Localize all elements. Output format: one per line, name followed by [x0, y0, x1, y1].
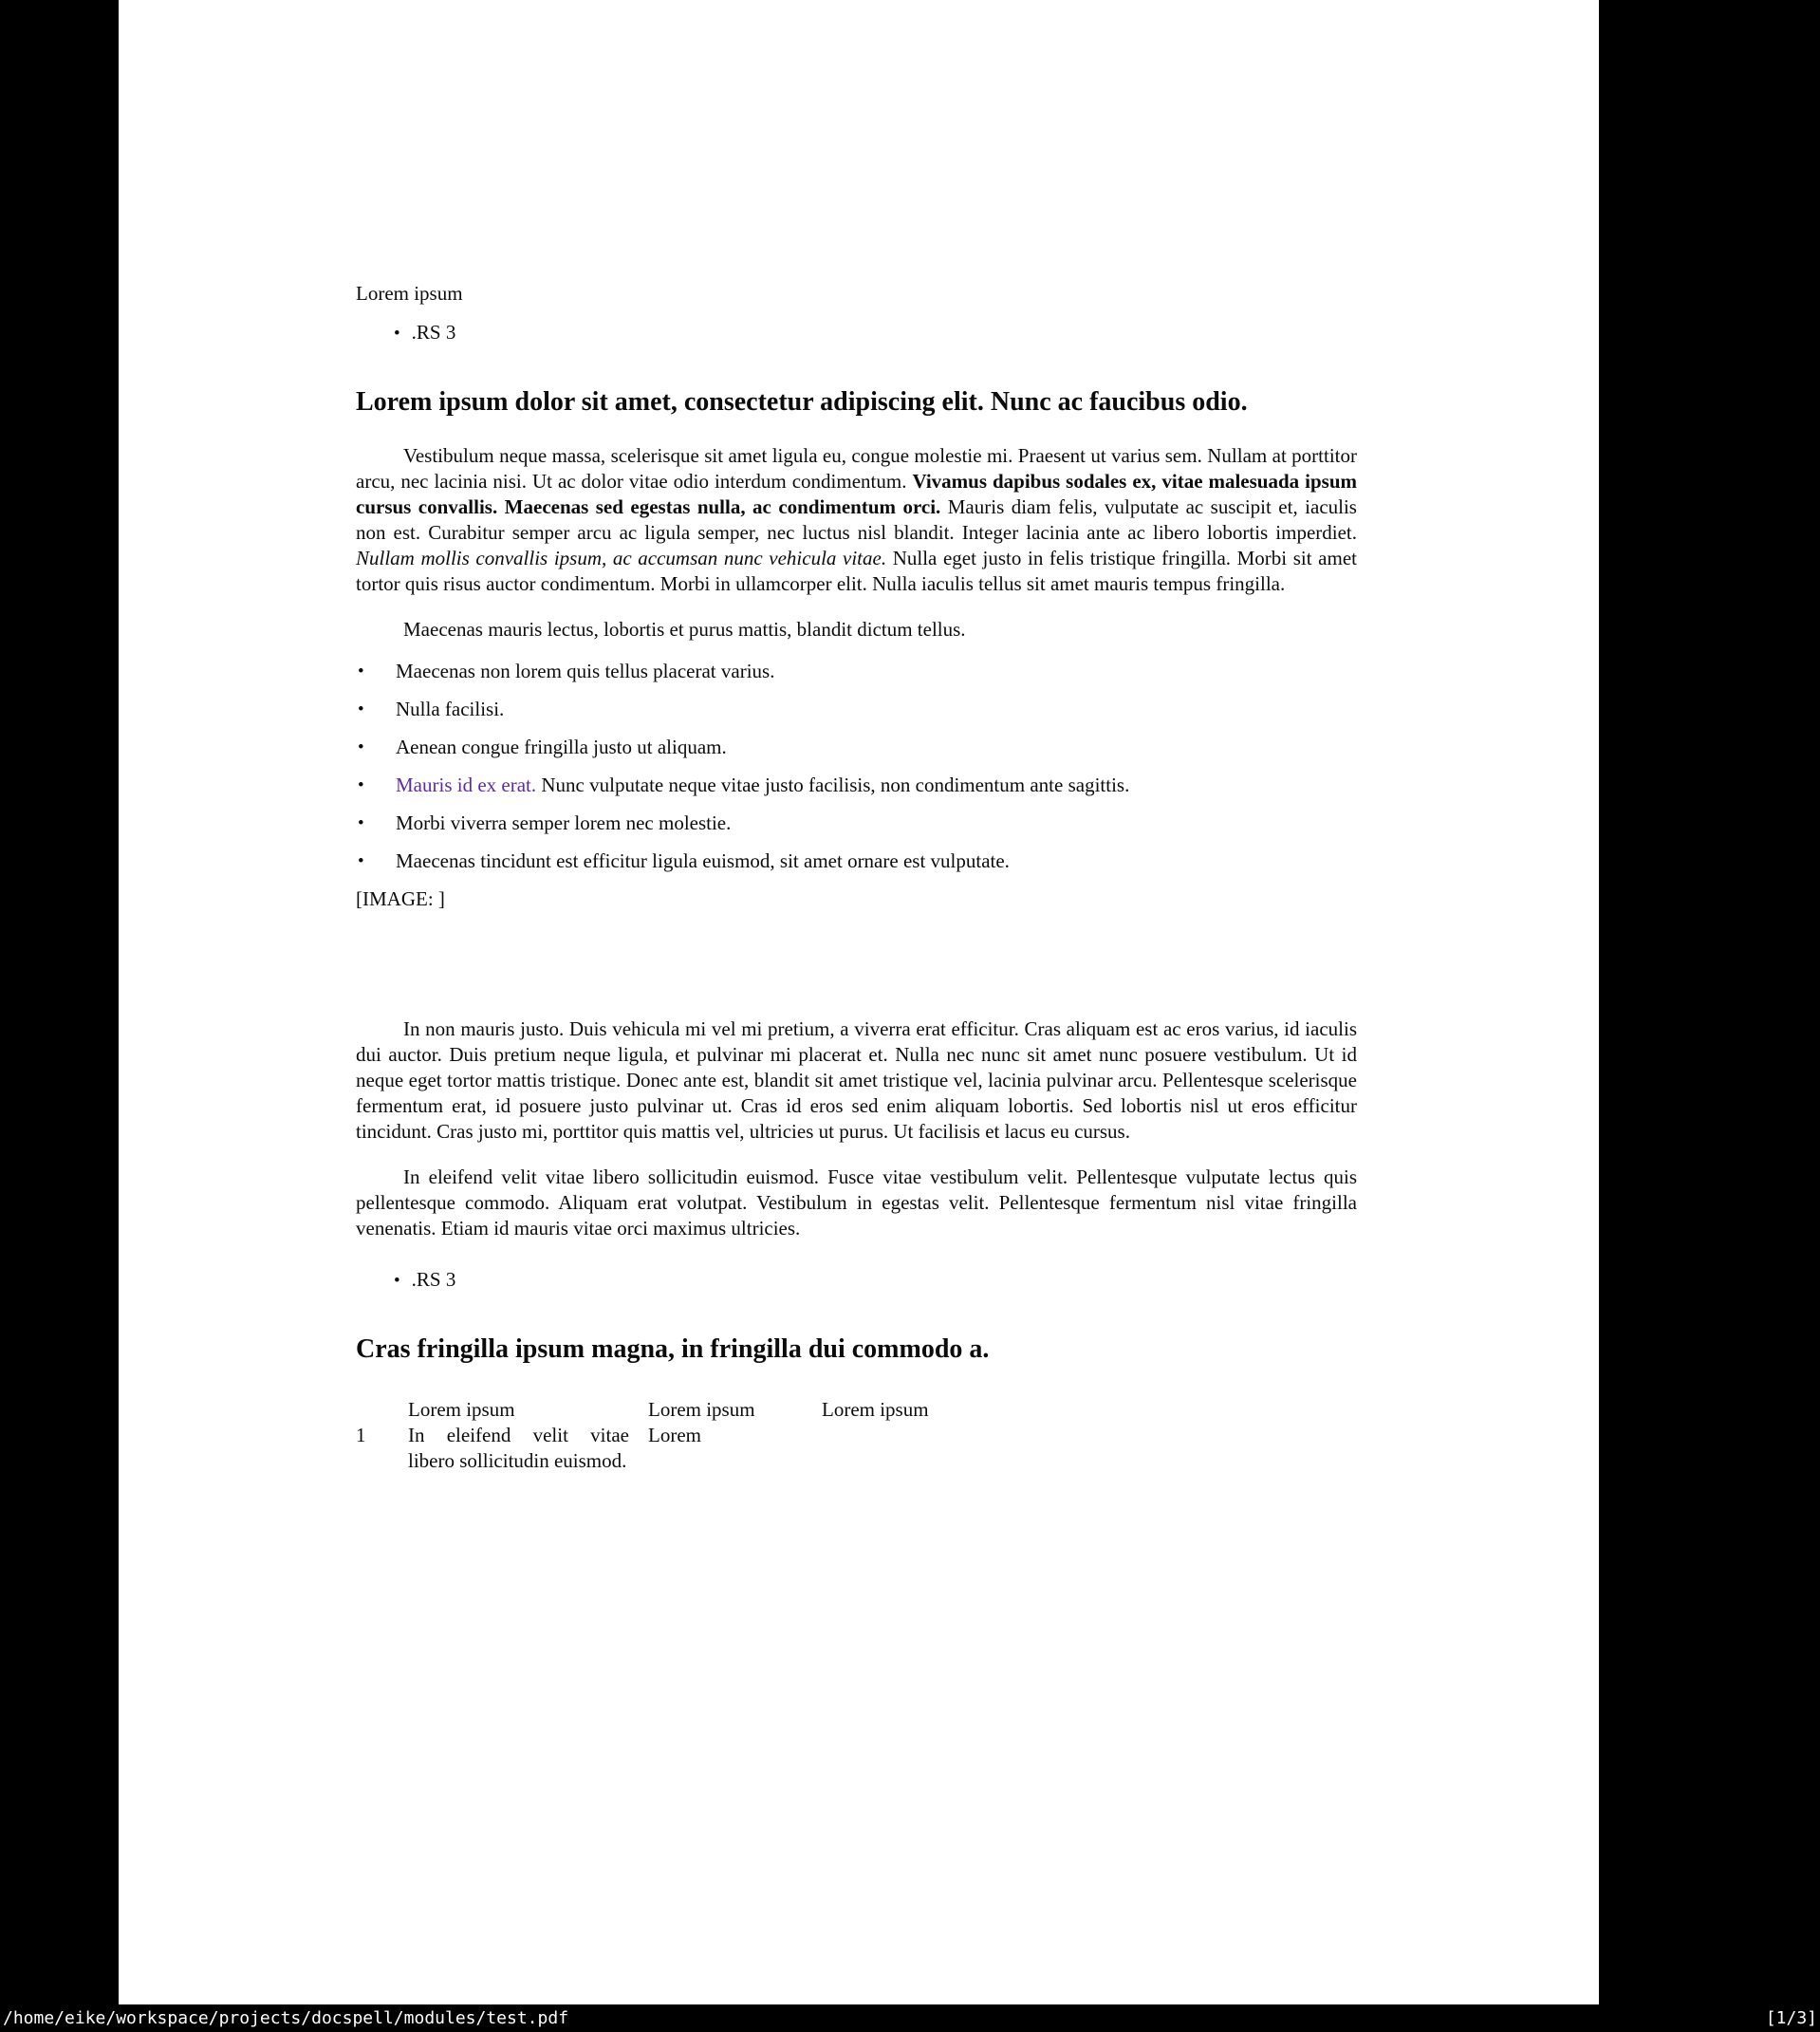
text-run: Maecenas tincidunt est efficitur ligula euismod, sit amet ornare est vulputate.: [396, 849, 1010, 872]
paragraph-1: [356, 443, 1357, 597]
table-cell: In eleifend velit vitae libero sollicitudin euismod.: [408, 1424, 629, 1472]
text-run: Vestibulum neque massa, scelerisque sit amet ligula eu, congue molestie mi. Praesent ut varius sem. Nullam at porttitor arcu, nec lacinia nisi. Ut ac dolor vitae odio interdum condimentum.: [356, 444, 1357, 493]
statusbar: [0, 2004, 1820, 2032]
image-placeholder-area: [356, 912, 1357, 1016]
table-header-cell: Lorem ipsum: [822, 1398, 929, 1421]
text-run: Mauris diam felis, vulputate ac suscipit et, iaculis non est. Curabitur semper arcu ac ligula semper, nec luctus nisl blandit. Integer lacinia ante ac libero lobortis imperdiet.: [356, 495, 1357, 544]
page-content: [356, 0, 1357, 1474]
pdf-page: [119, 0, 1599, 2004]
text-run: Vivamus dapibus sodales ex, vitae malesuada ipsum cursus convallis. Maecenas sed egestas nulla, ac condimentum orci.: [356, 470, 1357, 518]
image-placeholder-label: [IMAGE: ]: [356, 887, 445, 910]
list-item: [356, 735, 1357, 760]
rs-directive-item-1: [394, 320, 1357, 346]
section-heading-1: Lorem ipsum dolor sit amet, consectetur adipiscing elit. Nunc ac faucibus odio.: [356, 387, 1248, 417]
text-run: Maecenas non lorem quis tellus placerat varius.: [396, 660, 775, 682]
table-cell: Lorem: [648, 1424, 701, 1446]
paragraph-4: In eleifend velit vitae libero sollicitudin euismod. Fusce vitae vestibulum velit. Pellentesque vulputate lectus quis pellentesque commodo. Aliquam erat volutpat. Vestibulum in egestas velit. Pellentesque fermentum nisl vitae fringilla venenatis. Etiam id mauris vitae orci maximus ultricies.: [356, 1165, 1357, 1240]
text-run: Aenean congue fringilla justo ut aliquam.: [396, 736, 727, 758]
table-row-number: 1: [356, 1424, 366, 1446]
list-item: [356, 848, 1357, 874]
inline-link[interactable]: Mauris id ex erat.: [396, 774, 537, 796]
list-item: [356, 773, 1357, 798]
table-cell: [822, 1423, 964, 1474]
paragraph-3: In non mauris justo. Duis vehicula mi vel mi pretium, a viverra erat efficitur. Cras aliquam est ac eros varius, id iaculis dui auctor. Duis pretium neque ligula, et pulvinar mi placerat et. Nulla nec nunc sit amet nunc posuere vestibulum. Ut id neque eget tortor mattis tristique. Donec ante est, blandit sit amet tristique vel, lacinia pulvinar arcu. Pellentesque scelerisque fermentum erat, id posuere justo pulvinar ut. Cras id eros sed enim aliquam lobortis. Sed lobortis nisl ut eros efficitur tincidunt. Cras justo mi, porttitor quis mattis vel, ultricies ut purus. Ut facilisis et lacus eu cursus.: [356, 1017, 1357, 1143]
data-table: [356, 1397, 1357, 1474]
table-header-cell: Lorem ipsum: [408, 1398, 515, 1421]
text-run: Nunc vulputate neque vitae justo facilisis, non condimentum ante sagittis.: [536, 774, 1130, 796]
rs-directive-item-2: [394, 1267, 1357, 1294]
list-item: [356, 811, 1357, 836]
table-header-cell: Lorem ipsum: [648, 1398, 755, 1421]
list-item: [356, 697, 1357, 722]
table-header-row-number: [356, 1397, 408, 1423]
intro-label: Lorem ipsum: [356, 282, 463, 305]
text-run: Nulla eget justo in felis tristique fringilla. Morbi sit amet tortor quis risus auctor condimentum. Morbi in ullamcorper elit. Nulla iaculis tellus sit amet mauris tempus fringilla.: [356, 547, 1357, 595]
bullet-icon: •: [394, 1271, 400, 1291]
bullet-icon: •: [394, 324, 400, 344]
paragraph-2: Maecenas mauris lectus, lobortis et purus mattis, blandit dictum tellus.: [403, 618, 966, 641]
section-heading-2: Cras fringilla ipsum magna, in fringilla dui commodo a.: [356, 1334, 990, 1364]
statusbar-file-path: /home/eike/workspace/projects/docspell/modules/test.pdf: [3, 2008, 569, 2028]
text-run: Morbi viverra semper lorem nec molestie.: [396, 811, 732, 834]
bullet-list: [356, 659, 1357, 874]
text-run: Nulla facilisi.: [396, 698, 505, 720]
rs-directive-text: .RS 3: [411, 321, 456, 344]
rs-directive-text: .RS 3: [411, 1268, 456, 1291]
list-item: [356, 659, 1357, 684]
text-run: Nullam mollis convallis ipsum, ac accumsan nunc vehicula vitae.: [356, 547, 893, 569]
statusbar-page-indicator: [1/3]: [1765, 2008, 1817, 2028]
